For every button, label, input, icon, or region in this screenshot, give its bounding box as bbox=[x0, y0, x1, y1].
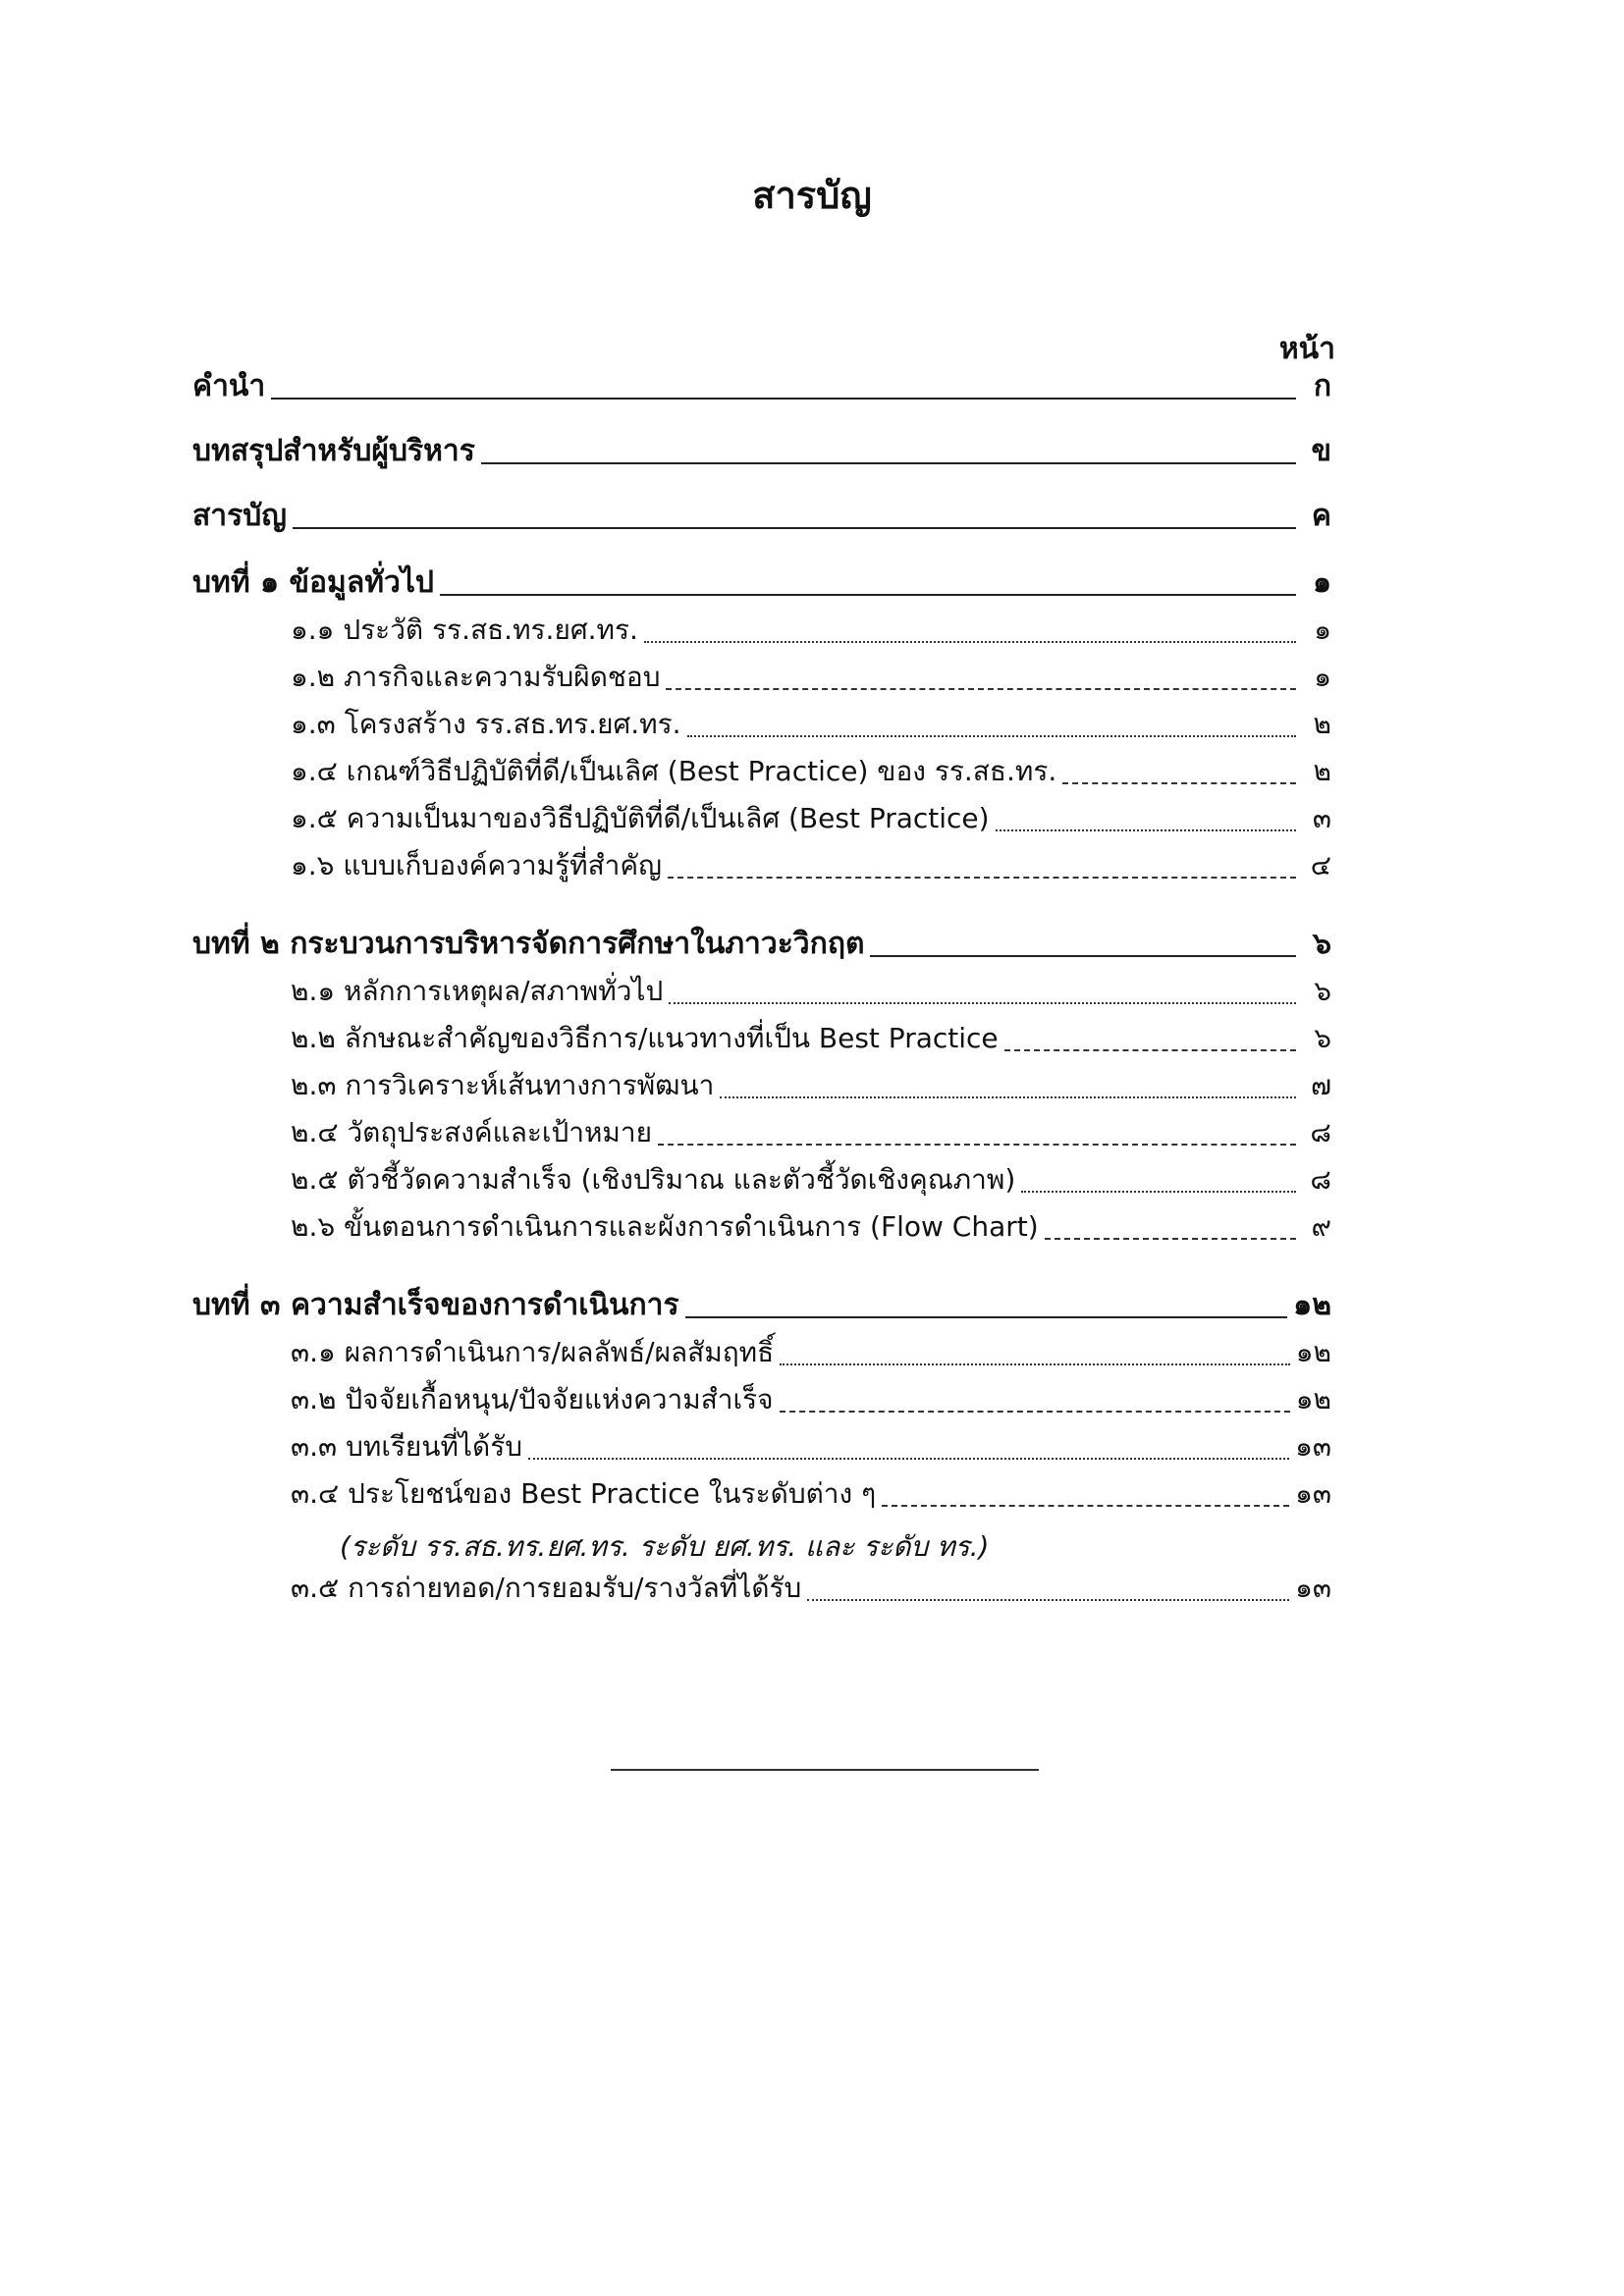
item-page: ๑๒ bbox=[1295, 1383, 1331, 1415]
item-label: ๑.๓ โครงสร้าง รร.สธ.ทร.ยศ.ทร. bbox=[291, 708, 681, 740]
leader-dashes bbox=[780, 1411, 1290, 1413]
leader-dashes bbox=[1004, 1049, 1296, 1051]
toc-entry-foreword[interactable] bbox=[192, 365, 1331, 408]
item-label: ๓.๔ ประโยชน์ของ Best Practice ในระดับต่าง ๆ bbox=[291, 1477, 877, 1510]
end-divider bbox=[611, 1769, 1039, 1771]
leader-dashes bbox=[666, 688, 1296, 690]
item-page: ๓ bbox=[1312, 802, 1331, 834]
item-label: ๑.๔ เกณฑ์วิธีปฏิบัติที่ดี/เป็นเลิศ (Best Practice) ของ รร.สธ.ทร. bbox=[291, 755, 1057, 787]
toc-entry-label: คำนำ bbox=[192, 369, 266, 403]
toc-item-2-3[interactable] bbox=[291, 1064, 1331, 1107]
toc-item-1-2[interactable] bbox=[291, 656, 1331, 699]
toc-item-3-2[interactable] bbox=[291, 1378, 1331, 1421]
leader-dots bbox=[669, 1002, 1296, 1004]
leader-dots bbox=[720, 1096, 1296, 1098]
leader-line bbox=[481, 462, 1296, 464]
item-label: ๑.๕ ความเป็นมาของวิธีปฏิบัติที่ดี/เป็นเลิศ (Best Practice) bbox=[291, 802, 990, 834]
toc-entry-executive-summary[interactable] bbox=[192, 430, 1331, 473]
toc-item-2-2[interactable] bbox=[291, 1017, 1331, 1060]
toc-item-2-5[interactable] bbox=[291, 1158, 1331, 1201]
leader-dashes bbox=[1062, 782, 1296, 784]
item-page: ๑๒ bbox=[1295, 1336, 1331, 1368]
item-page: ๘ bbox=[1310, 1163, 1331, 1196]
toc-item-1-1[interactable] bbox=[291, 609, 1331, 652]
item-label: ๒.๒ ลักษณะสำคัญของวิธีการ/แนวทางที่เป็น Best Practice bbox=[291, 1022, 999, 1054]
leader-line bbox=[685, 1316, 1288, 1318]
toc-item-3-4[interactable] bbox=[291, 1472, 1331, 1516]
leader-dashes bbox=[668, 877, 1296, 879]
toc-item-3-5[interactable] bbox=[291, 1567, 1331, 1610]
leader-line bbox=[293, 527, 1296, 529]
chapter-page: ๖ bbox=[1312, 927, 1331, 961]
item-page: ๙ bbox=[1311, 1210, 1331, 1243]
item-label: ๓.๕ การถ่ายทอด/การยอมรับ/รางวัลที่ได้รับ bbox=[291, 1572, 802, 1604]
leader-dashes bbox=[1045, 1238, 1296, 1240]
item-label: ๑.๖ แบบเก็บองค์ความรู้ที่สำคัญ bbox=[291, 849, 662, 881]
item-page: ๘ bbox=[1310, 1116, 1331, 1148]
item-page: ๖ bbox=[1314, 1022, 1331, 1054]
leader-line bbox=[271, 398, 1296, 400]
leader-dashes bbox=[658, 1144, 1296, 1146]
toc-item-1-6[interactable] bbox=[291, 844, 1331, 887]
item-label: ๒.๖ ขั้นตอนการดำเนินการและผังการดำเนินการ (Flow Chart) bbox=[291, 1210, 1039, 1243]
leader-dots bbox=[780, 1363, 1290, 1365]
toc-item-2-4[interactable] bbox=[291, 1111, 1331, 1154]
toc-note: (ระดับ รร.สธ.ทร.ยศ.ทร. ระดับ ยศ.ทร. และ ระดับ ทร.) bbox=[340, 1530, 990, 1563]
toc-entry-label: สารบัญ bbox=[192, 499, 287, 533]
leader-dots bbox=[1021, 1191, 1296, 1193]
item-label: ๓.๒ ปัจจัยเกื้อหนุน/ปัจจัยแห่งความสำเร็จ bbox=[291, 1383, 774, 1415]
chapter-page: ๑ bbox=[1312, 565, 1331, 600]
item-page: ๒ bbox=[1313, 708, 1331, 740]
chapter-label: บทที่ ๓ ความสำเร็จของการดำเนินการ bbox=[192, 1288, 679, 1322]
leader-dots bbox=[687, 735, 1296, 737]
item-label: ๒.๓ การวิเคราะห์เส้นทางการพัฒนา bbox=[291, 1069, 715, 1101]
toc-item-3-3[interactable] bbox=[291, 1425, 1331, 1468]
item-page: ๖ bbox=[1314, 975, 1331, 1007]
item-label: ๒.๔ วัตถุประสงค์และเป้าหมาย bbox=[291, 1116, 653, 1148]
item-page: ๗ bbox=[1310, 1069, 1331, 1101]
toc-item-1-4[interactable] bbox=[291, 750, 1331, 793]
toc-item-2-6[interactable] bbox=[291, 1205, 1331, 1249]
toc-chapter-1[interactable] bbox=[192, 561, 1331, 605]
chapter-page: ๑๒ bbox=[1293, 1288, 1331, 1322]
item-label: ๒.๑ หลักการเหตุผล/สภาพทั่วไป bbox=[291, 975, 664, 1007]
item-page: ๒ bbox=[1313, 755, 1331, 787]
toc-entry-contents[interactable] bbox=[192, 495, 1331, 538]
toc-item-1-3[interactable] bbox=[291, 703, 1331, 746]
leader-dots bbox=[996, 829, 1296, 831]
item-page: ๑๓ bbox=[1295, 1430, 1331, 1463]
page-title: สารบัญ bbox=[752, 174, 872, 217]
page-column-header: หน้า bbox=[1278, 332, 1335, 366]
leader-dots bbox=[807, 1599, 1289, 1601]
toc-entry-label: บทสรุปสำหรับผู้บริหาร bbox=[192, 434, 475, 468]
chapter-label: บทที่ ๑ ข้อมูลทั่วไป bbox=[192, 565, 434, 600]
toc-item-1-5[interactable] bbox=[291, 797, 1331, 840]
item-page: ๑๓ bbox=[1295, 1572, 1331, 1604]
toc-entry-page: ค bbox=[1311, 499, 1331, 533]
item-page: ๑ bbox=[1314, 614, 1331, 646]
toc-chapter-2[interactable] bbox=[192, 923, 1331, 966]
leader-dashes bbox=[882, 1505, 1289, 1507]
leader-line bbox=[870, 955, 1296, 957]
item-page: ๔ bbox=[1310, 849, 1331, 881]
item-label: ๑.๒ ภารกิจและความรับผิดชอบ bbox=[291, 661, 661, 693]
leader-dots bbox=[644, 641, 1296, 643]
leader-line bbox=[440, 594, 1296, 596]
toc-item-2-1[interactable] bbox=[291, 970, 1331, 1013]
item-page: ๑๓ bbox=[1295, 1477, 1331, 1510]
item-page: ๑ bbox=[1314, 661, 1331, 693]
toc-entry-page: ข bbox=[1311, 434, 1331, 468]
item-label: ๓.๑ ผลการดำเนินการ/ผลลัพธ์/ผลสัมฤทธิ์ bbox=[291, 1336, 775, 1368]
item-label: ๓.๓ บทเรียนที่ได้รับ bbox=[291, 1430, 523, 1463]
toc-chapter-3[interactable] bbox=[192, 1284, 1331, 1327]
item-label: ๑.๑ ประวัติ รร.สธ.ทร.ยศ.ทร. bbox=[291, 614, 638, 646]
leader-dots bbox=[528, 1458, 1289, 1460]
item-label: ๒.๕ ตัวชี้วัดความสำเร็จ (เชิงปริมาณ และตัวชี้วัดเชิงคุณภาพ) bbox=[291, 1163, 1016, 1196]
toc-entry-page: ก bbox=[1313, 369, 1331, 403]
toc-item-3-1[interactable] bbox=[291, 1331, 1331, 1374]
chapter-label: บทที่ ๒ กระบวนการบริหารจัดการศึกษาในภาวะวิกฤต bbox=[192, 927, 865, 961]
